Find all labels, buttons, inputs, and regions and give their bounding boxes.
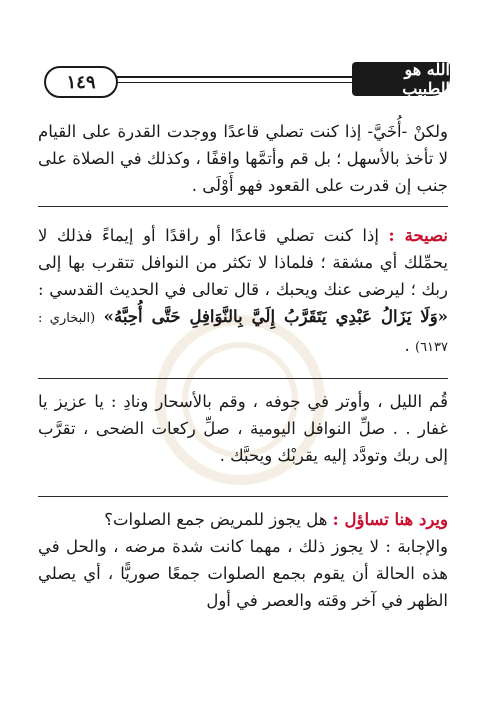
hadith-quote: «وَلَا يَزَالُ عَبْدِي يَتَقَرَّبُ إِلَيَّ بِالنَّوَافِلِ حَتَّى أُحِبَّهُ» — [103, 307, 448, 326]
page-number-badge — [44, 66, 118, 98]
header-rule — [116, 76, 354, 78]
section-divider — [38, 378, 448, 379]
hadith-reference: (البخاري : ٦١٣٧) — [38, 311, 448, 355]
page-header — [38, 62, 450, 102]
section-divider — [38, 206, 448, 207]
advice-end: . — [404, 336, 410, 355]
advice-text: إذا كنت تصلي قاعدًا أو راقدًا أو إيماءً فذلك لا يحمِّلك أي مشقة ؛ فلماذا لا تكثر من النوافل تتقرب بها إلى ربك ؛ ليرضى عنك ويحبك ، قال تعالى في الحديث القدسي : — [38, 226, 448, 299]
paragraph-night-prayer: قُم الليل ، وأوتر في جوفه ، وقم بالأسحار ونادِ : يا عزيز يا غفار . . صلِّ النوافل اليومية ، صلِّ ركعات الضحى ، تقرَّب إلى ربك وتودَّد إليه يقربْك ويحبَّك . — [38, 392, 448, 465]
section-divider — [38, 496, 448, 497]
chapter-title: الله هو الطبيب — [402, 60, 450, 98]
answer-text: والإجابة : لا يجوز ذلك ، مهما كانت شدة مرضه ، والحل في هذه الحالة أن يقوم بجمع الصلوات جمعًا صوريًّا ، أي يصلي الظهر في آخر وقته والعصر في أول — [38, 537, 448, 610]
header-rule-thin — [116, 82, 354, 83]
question-label: ويرد هنا تساؤل : — [332, 510, 448, 529]
paragraph-1: ولكنْ -أُخَيَّ- إذا كنت تصلي قاعدًا ووجدت القدرة على القيام لا تأخذ بالأسهل ؛ بل قم وأتمَّها واقفًا ، وكذلك في الصلاة على جنب إن قدرت على القعود فهو أَوْلَى . — [38, 122, 448, 195]
question-text: هل يجوز للمريض جمع الصلوات؟ — [104, 510, 328, 529]
page-number: ١٤٩ — [66, 71, 96, 93]
paragraph-question — [38, 506, 448, 614]
chapter-title-banner — [352, 62, 450, 96]
advice-label: نصيحة : — [388, 226, 448, 245]
paragraph-advice — [38, 222, 448, 361]
